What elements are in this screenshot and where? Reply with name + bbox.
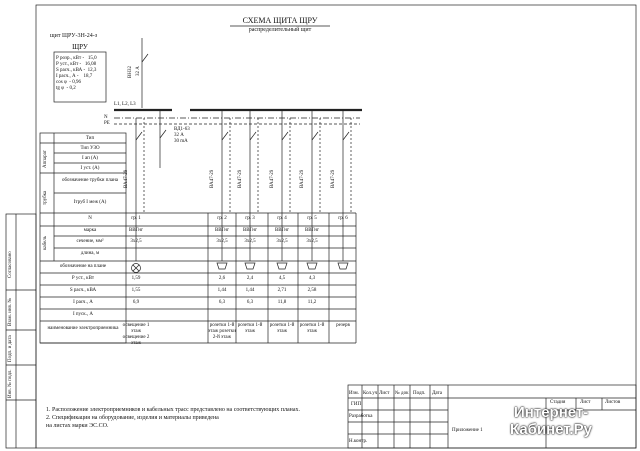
row-s: S расч., кВА [69,288,97,293]
diagram-title: СХЕМА ЩИТА ЩРУ [242,16,318,25]
group-consumer-name: розетки 1-й этаж [237,323,263,334]
stamp-h-kol: Кол.уч [363,391,378,396]
note-1: 1. Расположение электроприемников и кабельных трасс представлено на соответствующих планах. [46,407,301,413]
row-i-start: I пуск., А [72,312,94,317]
panel-name: щит ЩРУ-3Н-24-з [50,33,98,39]
socket-icon [307,263,317,269]
rcd-rating: 32 А [174,133,184,138]
rcd-leakage: 30 mA [174,139,188,144]
feeder-line [136,132,142,140]
stamp-norm: Н.контр. [349,439,368,444]
group-breaker-label: ВА47-29 [124,169,129,188]
group-apparent-power: 1,55 [131,288,141,293]
group-id: гр. 6 [338,216,348,221]
feeder-line [222,132,228,140]
feeder-line [343,132,349,140]
group-cable-section: 3х2,5 [306,239,318,244]
row-trubka: трубка [43,190,48,205]
group-consumer-name: освещение 1 этаж освещение 2 этаж [122,323,150,346]
feeder-line [282,132,288,140]
diagram-subtitle: распределительный щит [248,27,312,33]
row-section: сечение, мм² [76,239,104,244]
group-id: гр. 2 [217,216,227,221]
group-consumer-name: резерв [336,323,350,328]
socket-icon [245,263,255,269]
socket-icon [277,263,287,269]
row-n: N [88,216,92,221]
feeder-line [250,132,256,140]
panel-param: I расч., А - 18,7 [56,74,93,79]
bus-n-label: N [104,115,108,120]
stamp-h-doc: № док [395,391,409,396]
stamp-h-list: Лист [379,391,390,396]
group-breaker-label: ВА47-29 [210,169,215,188]
side-stamp-inv: Взам. инв. № [8,297,13,326]
group-current: 11,2 [307,300,317,305]
bus-pe-label: PE [104,121,110,126]
stamp-gip: ГИП [351,402,362,407]
group-id: гр. 4 [277,216,287,221]
incoming-breaker-label: ВН32 [128,66,133,78]
group-current: 6,3 [246,300,254,305]
panel-parameters [56,56,97,92]
group-power: 4,3 [308,276,316,281]
group-id: гр. 1 [131,216,141,221]
row-receiver: обозначение на плане [59,264,107,269]
stamp-h-izm: Изм. [349,391,359,396]
row-name: наименование электроприемника [47,326,119,331]
group-apparent-power: 1,44 [217,288,227,293]
stamp-stage: Стадия [550,400,566,405]
panel-param: tg φ - 0,2 [56,86,76,91]
stamp-h-sign: Подп. [413,391,426,396]
watermark-line-2: Кабинет.Ру [510,421,592,438]
group-power: 2,6 [218,276,226,281]
panel-code: ЩРУ [72,43,88,51]
row-i-ust: I уст. (А) [80,166,100,171]
panel-param: Р розр., кВт - 15,0 [56,56,97,61]
side-stamp-original: Инв. № подл. [8,369,13,398]
group-cable-section: 3х2,5 [276,239,288,244]
row-mark: марка [83,228,97,233]
row-apparatus: Аппарат [43,150,48,168]
group-id: гр. 5 [307,216,317,221]
group-cable-mark: ВВГнг [304,228,320,233]
group-consumer-name: розетки 1-й этаж [299,323,325,334]
panel-param: cos φ - 0,96 [56,80,81,85]
group-cable-section: 3х2,5 [130,239,142,244]
group-current: 6,3 [218,300,226,305]
row-cable: кабель [43,235,48,250]
panel-param: S расч., кВА - 12,3 [56,68,97,73]
group-cable-mark: ВВГнг [242,228,258,233]
group-id: гр. 3 [245,216,255,221]
group-cable-section: 3х2,5 [244,239,256,244]
group-consumer-name: розетки 1-й этаж розетки 2-й этаж [208,323,236,340]
group-cable-mark: ВВГнг [274,228,290,233]
group-breaker-label: ВА47-29 [238,169,243,188]
stamp-appendix: Приложение 1 [452,428,483,433]
incoming-breaker-rating: 32 А [136,66,141,76]
rcd-type: ВД1-63 [174,127,190,132]
feeder-line [312,132,318,140]
row-type-uzo: Тип УЗО [80,146,100,151]
group-current: 11,8 [277,300,287,305]
panel-param: Р уст., кВт - 16,08 [56,62,97,67]
row-type: Тип [85,136,95,141]
note-2: 2. Спецификация на оборудование, изделия и материалы приведена [46,415,219,421]
bus-label: L1, L2, L3 [114,102,136,107]
group-apparent-power: 2,71 [277,288,287,293]
stamp-sheets: Листов [605,400,621,405]
stamp-sheet: Лист [580,400,591,405]
socket-icon [338,263,348,269]
group-cable-section: 3х2,5 [216,239,228,244]
group-current: 6,9 [132,300,140,305]
group-power: 1,59 [131,276,141,281]
stamp-developed: Разработка [349,414,373,419]
group-apparent-power: 1,44 [245,288,255,293]
group-consumer-name: розетки 1-й этаж [269,323,295,334]
row-i-app: I ап (А) [82,156,98,161]
stamp-h-date: Дата [432,391,442,396]
note-3: на листах марки ЭС.СО. [46,423,109,429]
group-power: 2,4 [246,276,254,281]
group-power: 4,5 [278,276,286,281]
row-length: длина, м [80,251,100,256]
group-cable-mark: ВВГнг [128,228,144,233]
group-apparent-power: 2,58 [307,288,317,293]
row-i-pipe: Iтруб I меж (А) [73,200,107,205]
group-cable-mark: ВВГнг [214,228,230,233]
socket-icon [217,263,227,269]
row-i: I расч., А [73,300,93,305]
row-p: Р уст., кВт [71,276,95,281]
group-breaker-label: ВА47-29 [331,169,336,188]
side-stamp-sign: Подп. и дата [8,335,13,362]
group-breaker-label: ВА47-29 [300,169,305,188]
watermark-line-1: Интернет- [514,404,589,421]
side-stamp-agreed: Согласовано [8,251,13,278]
row-designation: обозначение трубки плана [61,178,119,183]
group-breaker-label: ВА47-29 [270,169,275,188]
